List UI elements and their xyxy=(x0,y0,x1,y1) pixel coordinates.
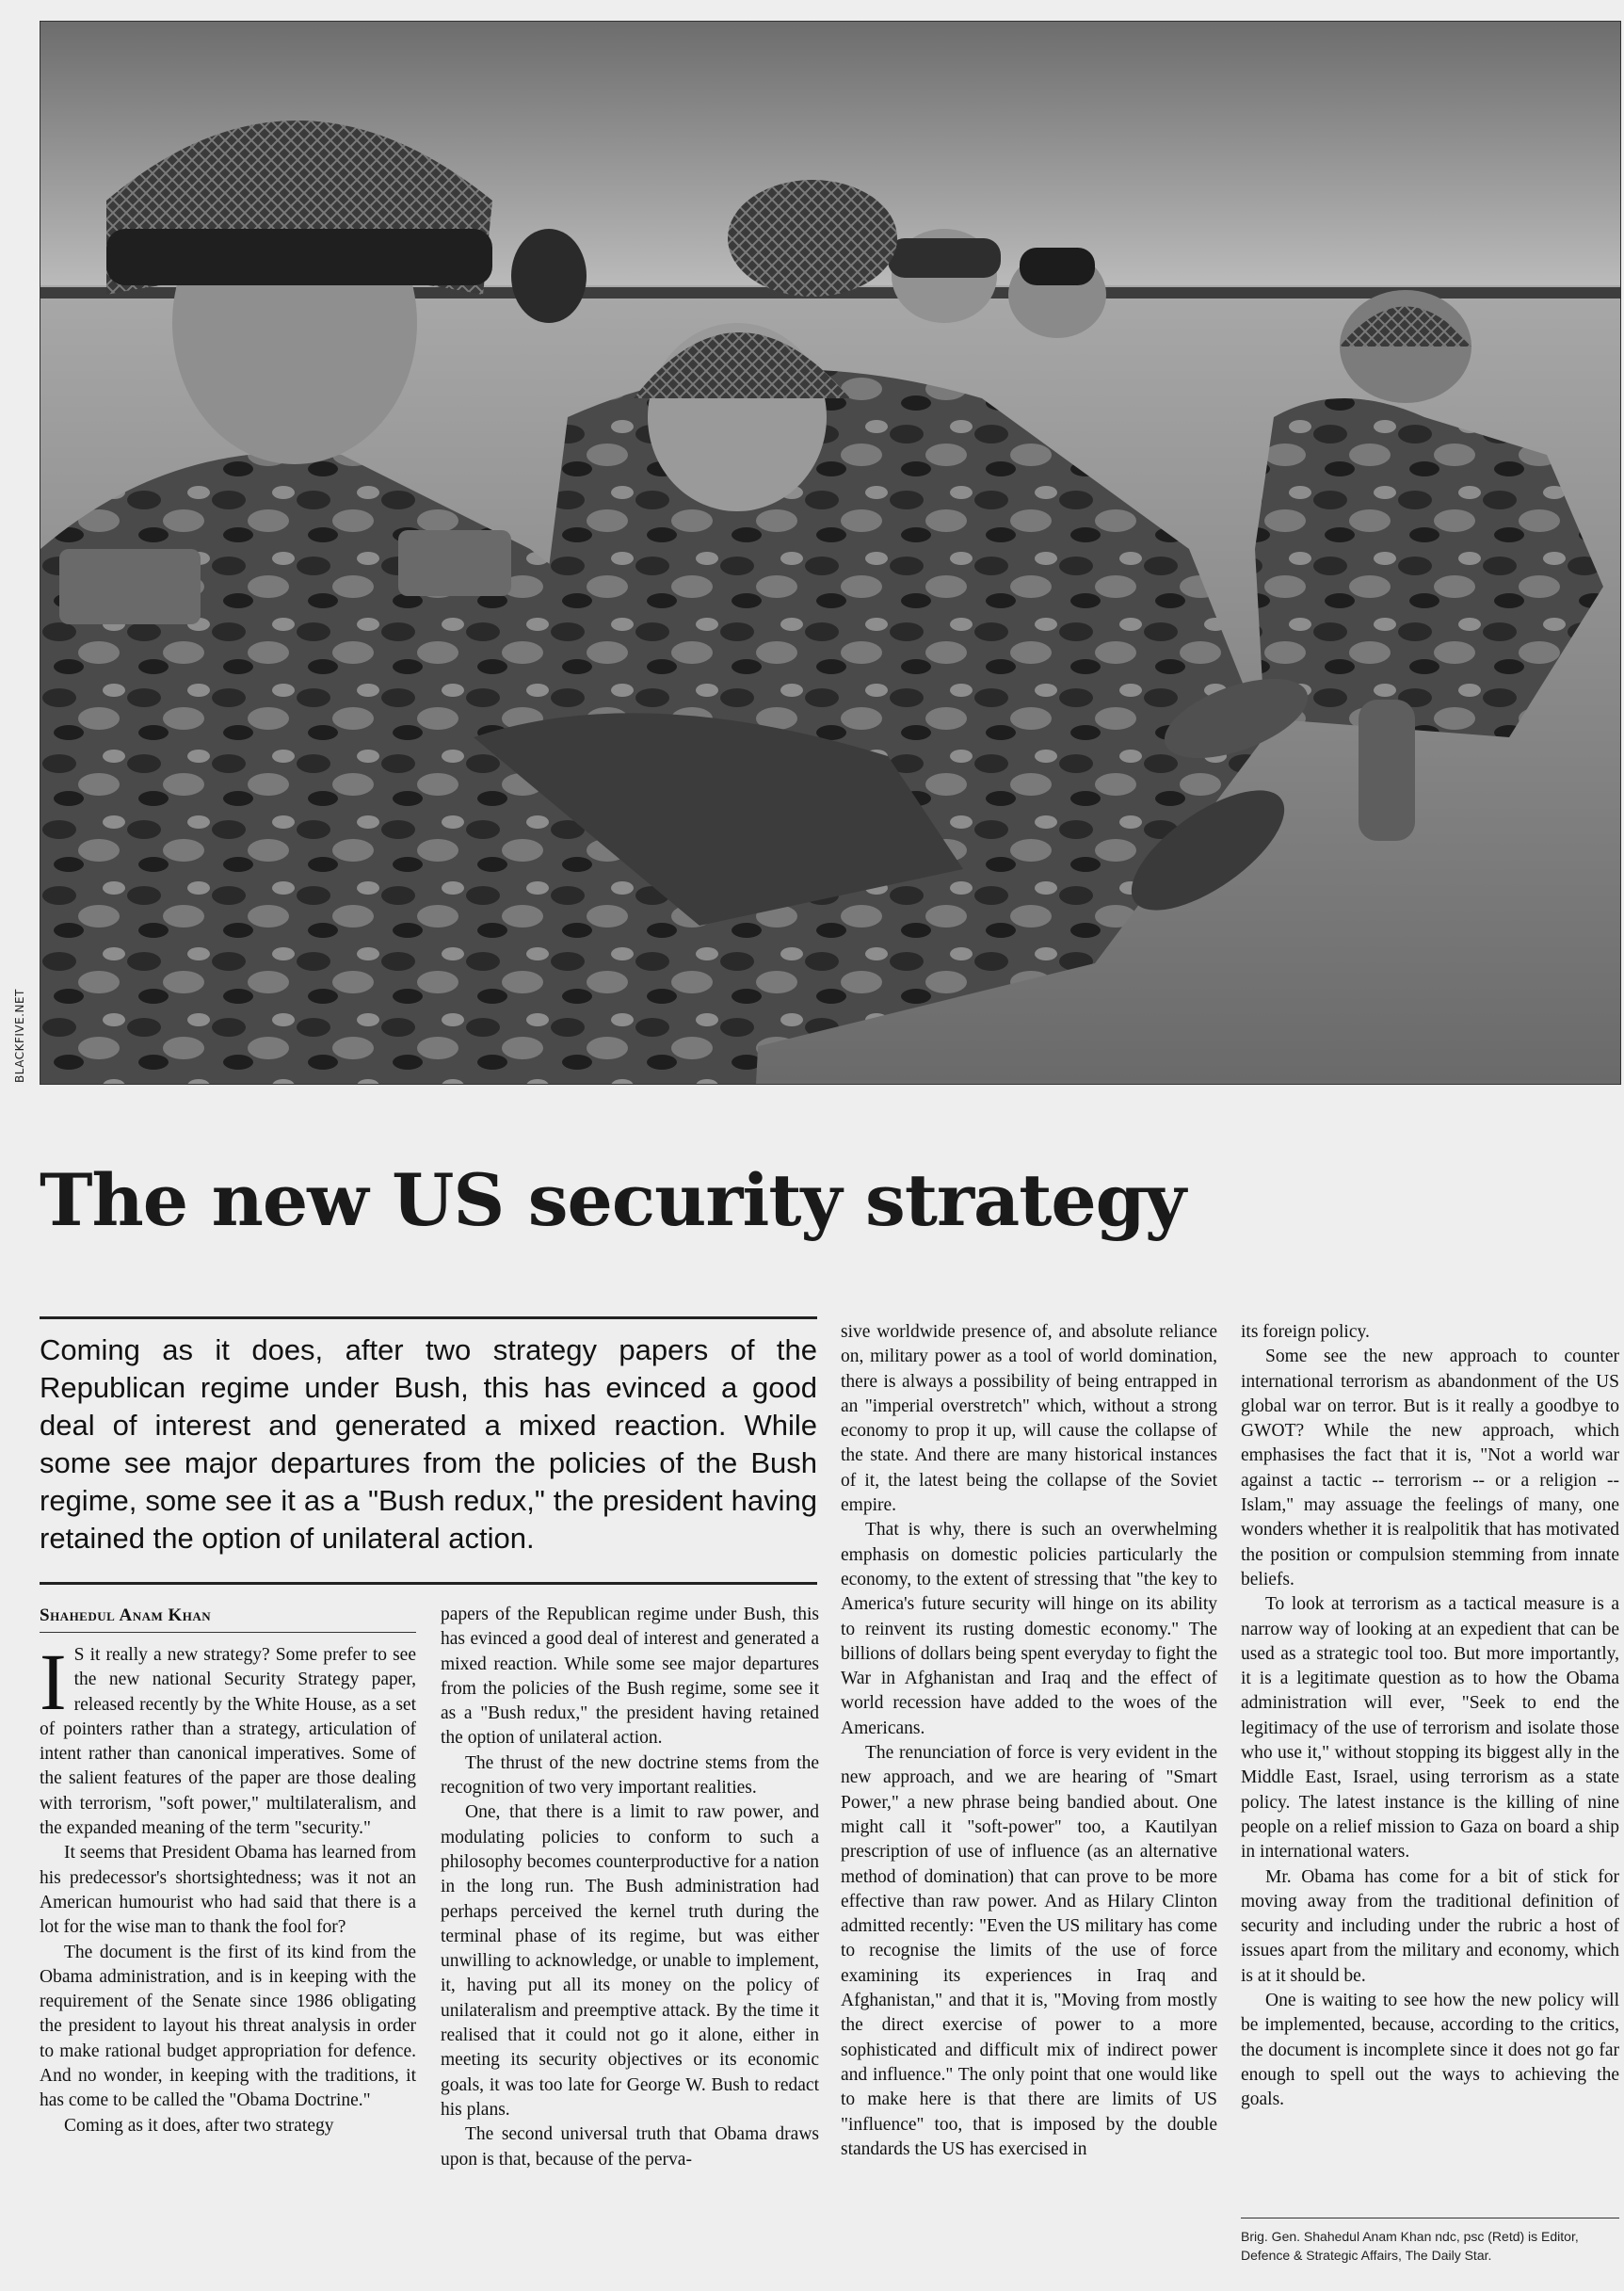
paragraph: its foreign policy. xyxy=(1241,1322,1370,1342)
article-headline: The new US security strategy xyxy=(40,1158,1185,1242)
article-column-3 xyxy=(841,1320,1217,2283)
article-column-4 xyxy=(1241,1320,1619,2196)
paragraph: The second universal truth that Obama draws upon is that, because of the perva- xyxy=(441,2124,819,2170)
paragraph: It seems that President Obama has learned from his predecessor's shortsightedness; was it not an American humourist who had said that there is a lot for the wise man to thank the fool for? xyxy=(40,1843,416,1938)
article-intro: Coming as it does, after two strategy papers of the Republican regime under Bush, this has evinced a good deal of interest and generated a mixed reaction. While some see major departures from the policies of the Bush regime, some see it as a "Bush redux," the president having retained the option of unilateral action. xyxy=(40,1333,817,1555)
article-column-2 xyxy=(441,1603,819,2283)
paragraph: The renunciation of force is very evident in the new approach, and we are hearing of "Smart Power," a new phrase being bandied about. One might call it "soft-power" too, a Kautilyan prescription of use of influence (as an alternative method of domination) that can prove to be more effective than raw power. And as Hilary Clinton admitted recently: "Even the US military has come to recognise the limits of the use of force examining its experiences in Iraq and Afghanistan," and that it is, "Moving from mostly the direct exercise of power to a more sophisticated and difficult mix of indirect power and influence." The only point that one would like to make here is that there are limits of US "influence" too, that is imposed by the double standards the US has exercised in xyxy=(841,1743,1217,2159)
paragraph: Mr. Obama has come for a bit of stick for moving away from the traditional definition of security and including under the rubric a host of issues apart from the military and economy, which is at it should be. xyxy=(1241,1866,1619,1986)
paragraph: Some see the new approach to counter international terrorism as abandonment of the US global war on terror. But is it really a goodbye to GWOT? While the new approach, which emphasises the fact that it is, "Not a world war against a tactic -- terrorism -- or a religion -- Islam," may assuage the feelings of many, one wonders whether it is realpolitik that has motivated the position or compulsion stemming from innate beliefs. xyxy=(1241,1347,1619,1589)
paragraph xyxy=(40,1637,416,1841)
article-column-1 xyxy=(40,1637,416,2283)
paragraph: One is waiting to see how the new policy will be implemented, because, according to the critics, the document is incomplete since it does not go far enough to spell out the ways to achieving the goals. xyxy=(1241,1991,1619,2110)
intro-bottom-rule xyxy=(40,1582,817,1585)
intro-top-rule xyxy=(40,1316,817,1319)
paragraph: papers of the Republican regime under Bush, this has evinced a good deal of interest and generated a mixed reaction. While some see major departures from the policies of the Bush regime, some see it as a "Bush redux," the president having retained the option of unilateral action. xyxy=(441,1605,819,1749)
byline-rule xyxy=(40,1632,416,1633)
paragraph: The document is the first of its kind from the Obama administration, and is in keeping with the requirement of the Senate since 1986 obligating the president to layout his threat analysis in order to make rational budget appropriation for defence. And no wonder, in keeping with the traditions, it has come to be called the "Obama Doctrine." xyxy=(40,1942,416,2111)
paragraph: That is why, there is such an overwhelming emphasis on domestic policies particularly the economy, to the extent of stressing that "the key to America's future security will hinge on its ability to reinvent its rusting domestic economy." The billions of dollars being spent everyday to fight the War in Afghanistan and Iraq and the effect of world recession have added to the woes of the Americans. xyxy=(841,1520,1217,1738)
photo-credit: BLACKFIVE.NET xyxy=(13,989,26,1083)
paragraph: Coming as it does, after two strategy xyxy=(64,2115,334,2136)
article-photo xyxy=(40,21,1621,1085)
paragraph: One, that there is a limit to raw power, and modulating policies to conform to such a philosophy becomes counterproductive for a nation in the long run. The Bush administration had perhaps perceived the kernel truth during the terminal phase of its regime, but was either unwilling to acknowledge, or unable to implement, it, having put all its money on the policy of unilateralism and preemptive attack. By the time it realised that it could not go it alone, either in meeting its security objectives or its economic goals, it was too late for George W. Bush to redact his plans. xyxy=(441,1802,819,2120)
byline: Shahedul Anam Khan xyxy=(40,1605,212,1625)
paragraph: The thrust of the new doctrine stems from the recognition of two very important realities. xyxy=(441,1752,819,1799)
paragraph-text: S it really a new strategy? Some prefer to see the new national Security Strategy paper, released recently by the White House, as a set of pointers rather than a strategy, articulation of intent rather than canonical imperatives. Some of the salient features of the paper are those dealing with terrorism, "soft power," multilateralism, and the expanded meaning of the term "security." xyxy=(40,1645,416,1839)
drop-cap: I xyxy=(40,1637,67,1727)
paragraph: sive worldwide presence of, and absolute reliance on, military power as a tool of world domination, there is always a possibility of being entrapped in an "imperial overstretch" which, without a strong economy to prop it up, will cause the collapse of the state. And there are many historical instances of it, the latest being the collapse of the Soviet empire. xyxy=(841,1322,1217,1516)
paragraph: To look at terrorism as a tactical measure is a narrow way of looking at an expedient that can be used as a strategic tool too. But more importantly, it is a legitimate question as to how the Obama administration will ever, "Seek to end the legitimacy of the use of terrorism and isolate those who use it," without stopping its biggest ally in the Middle East, Israel, using terrorism as a state policy. The latest instance is the killing of nine people on a relief mission to Gaza on board a ship in international waters. xyxy=(1241,1594,1619,1863)
soldiers-photo-illustration xyxy=(40,22,1620,1084)
author-bio: Brig. Gen. Shahedul Anam Khan ndc, psc (Retd) is Editor, Defence & Strategic Affairs, The Daily Star. xyxy=(1241,2229,1579,2263)
